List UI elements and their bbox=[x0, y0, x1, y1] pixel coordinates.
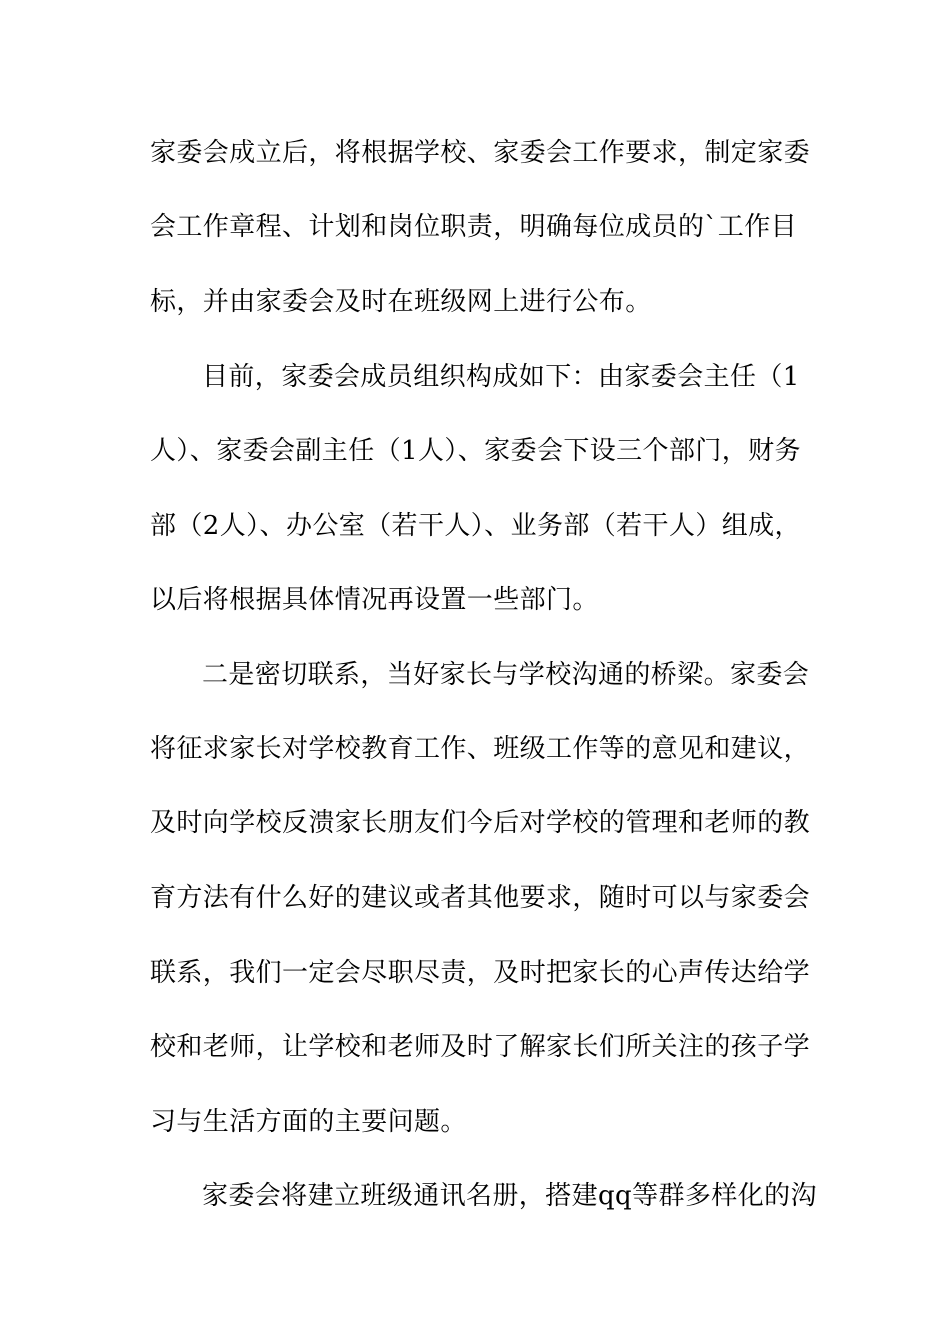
text-line: 育方法有什么好的建议或者其他要求，随时可以与家委会 bbox=[150, 883, 811, 913]
paragraph-first-line: 家委会将建立班级通讯名册，搭建qq等群多样化的沟 bbox=[202, 1181, 817, 1211]
text-line: 部（2人）、办公室（若干人）、业务部（若干人）组成， bbox=[150, 511, 801, 541]
text-line: 人）、家委会副主任（1人）、家委会下设三个部门，财务 bbox=[150, 436, 801, 466]
text-line: 校和老师，让学校和老师及时了解家长们所关注的孩子学 bbox=[150, 1032, 811, 1062]
text-line: 将征求家长对学校教育工作、班级工作等的意见和建议， bbox=[150, 734, 811, 764]
text-line: 标，并由家委会及时在班级网上进行公布。 bbox=[150, 287, 652, 317]
text-line: 联系，我们一定会尽职尽责，及时把家长的心声传达给学 bbox=[150, 958, 811, 988]
text-line: 以后将根据具体情况再设置一些部门。 bbox=[150, 585, 599, 615]
text-line: 习与生活方面的主要问题。 bbox=[150, 1107, 467, 1137]
text-line: 及时向学校反溃家长朋友们今后对学校的管理和老师的教 bbox=[150, 808, 811, 838]
paragraph-first-line: 目前，家委会成员组织构成如下：由家委会主任（1 bbox=[202, 362, 800, 392]
text-line: 会工作章程、计划和岗位职责，明确每位成员的`工作目 bbox=[150, 212, 798, 242]
text-line: 家委会成立后，将根据学校、家委会工作要求，制定家委 bbox=[150, 138, 811, 168]
paragraph-first-line: 二是密切联系，当好家长与学校沟通的桥梁。家委会 bbox=[202, 660, 810, 690]
